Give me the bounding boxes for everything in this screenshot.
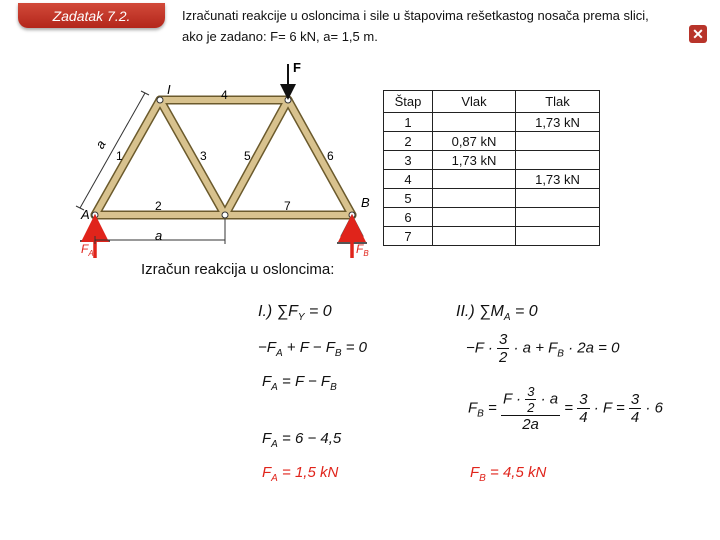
rod-number-1: 1 [116,149,123,163]
eq-fb-expression: $F_B$ = F · $\frac{3}{2}$ · a 2a = $\frac{3}{4}$ · F = $\frac{3}{4}$ · 6 [468,384,663,433]
node-i-label: I [167,82,171,97]
side-a-label: a [92,137,109,152]
eq-sum-fy: I.) $\sum F_Y = 0$ [258,303,332,324]
table-cell [516,227,600,246]
span-a-label: a [155,228,163,243]
node-bottom-middle [222,212,228,218]
table-cell: 0,87 kN [433,132,516,151]
table-row [384,227,600,246]
node-a-label: A [81,207,90,222]
table-cell: 3 [384,151,433,170]
truss-members [95,100,352,215]
table-header-row [384,91,600,113]
table-cell [516,208,600,227]
problem-line-1: Izračunati reakcije u osloncima i sile u štapovima rešetkastog nosača prema slici, [182,8,649,23]
reaction-a-label: $F_A$ [81,242,94,258]
rod-number-5: 5 [244,149,251,163]
table-cell: 1,73 kN [516,113,600,132]
table-cell [516,151,600,170]
eq-fa-substituted: $F_A = 6 - 4,5$ [262,430,342,450]
header-compression: Tlak [516,91,600,113]
table-cell [433,170,516,189]
header-rod: Štap [384,91,433,113]
table-cell [516,132,600,151]
eq-vertical-balance: $-F_A + F - F_B = 0$ [258,339,367,359]
node-top-right [285,97,291,103]
result-fa: $F_A = 1,5$ kN [262,464,339,484]
table-cell: 7 [384,227,433,246]
section-subtitle: Izračun reakcija u osloncima: [141,261,335,278]
table-cell [433,227,516,246]
table-row [384,132,600,151]
close-icon: ✕ [692,26,704,42]
table-row [384,170,600,189]
table-cell: 5 [384,189,433,208]
table-cell: 6 [384,208,433,227]
node-b-label: B [361,195,370,210]
rod-forces-table [383,90,600,246]
node-i [157,97,163,103]
task-label-tab: Zadatak 7.2. [18,3,165,28]
table-cell [433,113,516,132]
rod-numbers [116,88,334,213]
table-row [384,151,600,170]
rod-number-2: 2 [155,199,162,213]
table-cell: 1 [384,113,433,132]
result-fb: $F_B = 4,5$ kN [470,464,547,484]
eq-sum-ma: II.) $\sum M_A = 0$ [456,303,538,324]
eq-fa-expression: $F_A = F - F_B$ [262,373,337,393]
rod-number-3: 3 [200,149,207,163]
table-row [384,189,600,208]
table-row [384,113,600,132]
header-tension: Vlak [433,91,516,113]
table-cell [433,189,516,208]
rod-number-4: 4 [221,88,228,102]
eq-moment-balance: −F · $\frac{3}{2}$ · $a + F_B \cdot 2a = 0$ [466,331,620,366]
reaction-b-label: $F_B$ [356,242,369,258]
rod-number-6: 6 [327,149,334,163]
force-label: F [293,60,301,75]
table-row [384,208,600,227]
table-cell: 2 [384,132,433,151]
table-cell [516,189,600,208]
table-cell: 4 [384,170,433,189]
table-cell: 1,73 kN [516,170,600,189]
problem-line-2: ako je zadano: F= 6 kN, a= 1,5 m. [182,29,378,44]
rod-number-7: 7 [284,199,291,213]
table-cell [433,208,516,227]
table-cell: 1,73 kN [433,151,516,170]
